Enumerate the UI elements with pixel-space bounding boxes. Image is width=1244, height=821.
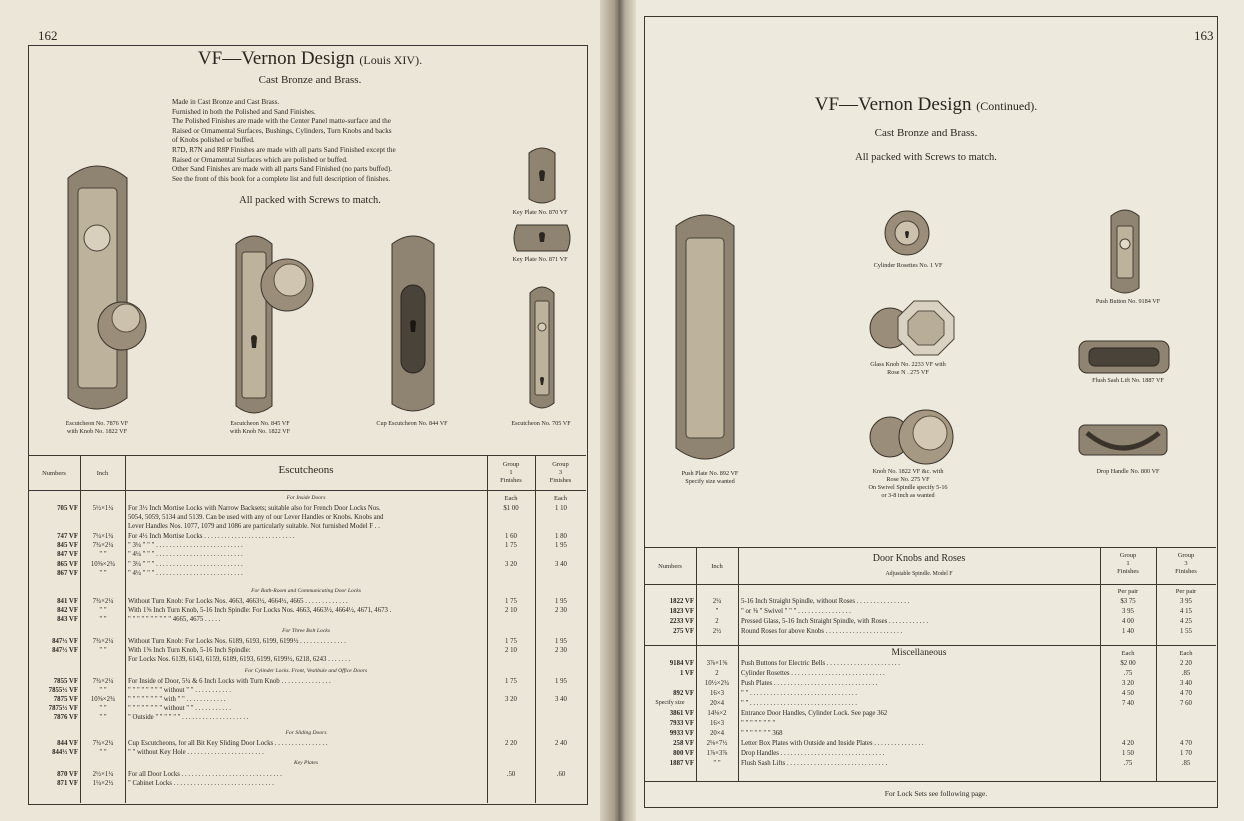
- row-g1: 1 75: [505, 638, 517, 645]
- row-g3: 1 10: [555, 505, 567, 512]
- row-desc: With 1⅝ Inch Turn Knob, 5-16 Inch Spindle:: [128, 647, 251, 654]
- unit-g3: Each: [554, 495, 567, 502]
- caption-key-plate-870: Key Plate No. 870 VF: [512, 209, 568, 216]
- row-num: 1 VF: [679, 670, 694, 677]
- caption-knob-1822: Knob No. 1822 VF &c. with Rose No. 275 VF On Swivel Spindle specify 5-16 or 3-8 inch as wanted: [868, 468, 948, 499]
- caption-cup-escutcheon-844: Cup Escutcheon No. 844 VF: [376, 420, 448, 427]
- row-num: 845 VF: [57, 542, 78, 549]
- row-inch: " ": [99, 714, 107, 721]
- row-desc: " Outside " " " " " " . . . . . . . . . . . . . . . . . . . .: [128, 714, 249, 721]
- row-g3: 1 70: [1180, 750, 1192, 757]
- row-g1: 1 50: [1122, 750, 1134, 757]
- row-num: 9933 VF: [669, 730, 694, 737]
- row-g1: 4 20: [1122, 740, 1134, 747]
- row-g1: 1 40: [1122, 628, 1134, 635]
- row-num: 1823 VF: [669, 608, 694, 615]
- row-desc: For Locks Nos. 6139, 6143, 6159, 6189, 6193, 6199, 6199½, 6218, 6243 . . . . . . .: [128, 656, 351, 663]
- page-subtitle: Cast Bronze and Brass.: [874, 127, 978, 139]
- row-g1: 4 00: [1122, 618, 1134, 625]
- section-bolt: For Three Bolt Locks: [282, 628, 330, 634]
- row-inch: 5½×1¼: [92, 505, 114, 512]
- row-inch: 2½: [712, 628, 722, 635]
- row-inch: " ": [99, 570, 107, 577]
- row-g1: 1 75: [505, 678, 517, 685]
- row-g1: 7 40: [1122, 700, 1134, 707]
- row-num: 2233 VF: [669, 618, 694, 625]
- row-desc: " " " " " " " 368: [741, 730, 783, 737]
- col-description-sub: Adjustable Spindle. Model F: [885, 571, 953, 577]
- table-footer: For Lock Sets see following page.: [884, 789, 988, 798]
- row-inch: 7¾×2¼: [92, 740, 114, 747]
- misc-unit-g1: Each: [1121, 650, 1135, 657]
- row-inch: 16×3: [709, 690, 725, 697]
- row-g3: 1 95: [555, 678, 567, 685]
- row-num: 847½ VF: [52, 647, 78, 654]
- misc-unit-g3: Each: [1179, 650, 1193, 657]
- row-desc: Cup Escutcheons, for all Bit Key Sliding Door Locks . . . . . . . . . . . . . . . .: [128, 740, 328, 747]
- row-desc: Push Plates . . . . . . . . . . . . . . . . . . . . . . . . . . . . . . .: [741, 680, 878, 687]
- section-sliding: For Sliding Doors: [285, 730, 327, 736]
- row-num: 871 VF: [57, 780, 78, 787]
- row-num: 7933 VF: [669, 720, 694, 727]
- row-inch: ": [715, 608, 719, 615]
- col-inch: Inch: [711, 563, 723, 570]
- row-g3: .60: [556, 771, 566, 778]
- row-desc: With 1⅝ Inch Turn Knob, 5-16 Inch Spindle: For Locks Nos. 4663, 4663½, 4664½, 4671, 4673 .: [128, 607, 392, 614]
- row-g1: 1 60: [505, 533, 517, 540]
- row-desc: Push Buttons for Electric Bells . . . . . . . . . . . . . . . . . . . . . .: [741, 660, 900, 667]
- row-desc: " " " " " " " " " " 4665, 4675 . . . . .: [128, 616, 221, 623]
- caption-sash-lift: Flush Sash Lift No. 1887 VF: [1092, 377, 1164, 384]
- row-desc: Without Turn Knob: For Locks Nos. 6189, 6193, 6199, 6199½ . . . . . . . . . . . . . .: [128, 638, 346, 645]
- row-desc: " " . . . . . . . . . . . . . . . . . . . . . . . . . . . . . . . .: [741, 700, 857, 707]
- row-num: 847 VF: [57, 551, 78, 558]
- row-g3: 2 40: [555, 740, 567, 747]
- row-inch: " ": [99, 551, 107, 558]
- col-description: Escutcheons: [278, 464, 334, 476]
- caption-key-plate-871: Key Plate No. 871 VF: [512, 256, 568, 263]
- row-g1: 3 20: [505, 696, 517, 703]
- row-num: 9184 VF: [669, 660, 694, 667]
- row-g1: 1 75: [505, 598, 517, 605]
- row-desc: " Cabinet Locks . . . . . . . . . . . . . . . . . . . . . . . . . . . . . .: [128, 780, 274, 787]
- row-desc: For 3½ Inch Mortise Locks with Narrow Backsets; suitable also for French Door Locks Nos.: [128, 505, 381, 512]
- row-num: 7875 VF: [53, 696, 78, 703]
- col-group1: Group 1 Finishes: [1117, 552, 1139, 575]
- row-g3: 4 15: [1180, 608, 1192, 615]
- knob-1822-illustration: [868, 408, 958, 466]
- row-desc: " or ⅜ " Swivel " " " . . . . . . . . . . . . . . . .: [741, 608, 851, 615]
- caption-push-plate: Push Plate No. 892 VF Specify size wanted: [681, 470, 739, 485]
- row-desc: For 4½ Inch Mortise Locks . . . . . . . . . . . . . . . . . . . . . . . . . . .: [128, 533, 295, 540]
- left-page: [0, 0, 600, 821]
- row-inch: 1⅞×3⅞: [706, 750, 728, 757]
- row-num: 847½ VF: [52, 638, 78, 645]
- col-group3: Group 3 Finishes: [549, 461, 572, 484]
- section-bath: For Bath-Room and Communicating Door Locks: [251, 588, 361, 594]
- row-num: 7876 VF: [53, 714, 78, 721]
- row-num: 844½ VF: [52, 749, 78, 756]
- row-g1: $3 75: [1120, 598, 1136, 605]
- row-g3: 2 30: [555, 607, 567, 614]
- key-plate-871-illustration: [511, 223, 573, 253]
- row-inch: 16×3: [709, 720, 725, 727]
- row-g3: 7 60: [1180, 700, 1192, 707]
- caption-glass-knob: Glass Knob No. 2233 VF with Rose N . 275 VF: [870, 361, 946, 376]
- row-num: 7855 VF: [53, 678, 78, 685]
- unit-g1: Each: [504, 495, 518, 502]
- row-inch: " ": [99, 616, 107, 623]
- col-numbers: Numbers: [42, 470, 66, 477]
- row-g1: 2 20: [505, 740, 517, 747]
- row-g3: 3 40: [555, 696, 567, 703]
- row-inch: 2: [715, 670, 719, 677]
- row-num: 7855½ VF: [48, 687, 78, 694]
- cylinder-rosette-illustration: [883, 207, 931, 259]
- row-inch: 2⅛×7½: [706, 740, 728, 747]
- row-num: 843 VF: [57, 616, 78, 623]
- row-desc: " 3¼ " " " . . . . . . . . . . . . . . . . . . . . . . . . . .: [128, 542, 243, 549]
- row-num: 258 VF: [673, 740, 694, 747]
- row-desc: Pressed Glass, 5-16 Inch Straight Spindle, with Roses . . . . . . . . . . . .: [741, 618, 929, 625]
- row-g3: 4 25: [1180, 618, 1192, 625]
- row-g3: .85: [1181, 670, 1191, 677]
- title-suffix: (Continued).: [976, 99, 1038, 113]
- title-suffix: (Louis XIV).: [359, 53, 423, 67]
- row-g1: 4 50: [1122, 690, 1134, 697]
- row-desc: Drop Handles . . . . . . . . . . . . . . . . . . . . . . . . . . . . . . .: [741, 750, 885, 757]
- row-inch: 20×4: [709, 730, 725, 737]
- row-g3: 1 95: [555, 542, 567, 549]
- packed-note: All packed with Screws to match.: [239, 195, 381, 206]
- cup-escutcheon-844-illustration: [388, 230, 438, 418]
- row-inch: " ": [99, 687, 107, 694]
- row-desc: " 3¼ " " " . . . . . . . . . . . . . . . . . . . . . . . . . .: [128, 561, 243, 568]
- row-inch: " ": [99, 607, 107, 614]
- row-num: 842 VF: [57, 607, 78, 614]
- row-g3: 3 95: [1180, 598, 1192, 605]
- escutcheon-7876-illustration: [60, 158, 135, 418]
- row-num: 1887 VF: [669, 760, 694, 767]
- row-num: 1822 VF: [669, 598, 694, 605]
- section-cylinder: For Cylinder Locks. Front, Vestibule and Office Doors: [244, 668, 368, 674]
- row-g3: .85: [1181, 760, 1191, 767]
- row-num: 870 VF: [57, 771, 78, 778]
- page-title: [756, 94, 1096, 116]
- row-g1: .75: [1123, 670, 1133, 677]
- col-inch: Inch: [96, 470, 109, 477]
- book-gutter: [600, 0, 636, 821]
- row-inch: 3⅞×1⅝: [706, 660, 728, 667]
- specify-size-label: Specify size: [655, 700, 685, 706]
- row-num: 865 VF: [57, 561, 78, 568]
- page-number: 163: [1194, 28, 1214, 43]
- row-desc: Entrance Door Handles, Cylinder Lock. See page 362: [741, 710, 888, 717]
- glass-knob-2233-illustration: [868, 297, 958, 359]
- unit-g1: Per pair: [1117, 588, 1139, 595]
- row-g3: 3 40: [555, 561, 567, 568]
- row-desc: " 4¼ " " " . . . . . . . . . . . . . . . . . . . . . . . . . .: [128, 551, 243, 558]
- caption-escutcheon-705: Escutcheon No. 705 VF: [511, 420, 571, 427]
- row-inch: " ": [99, 705, 107, 712]
- row-inch: 7¾×2¼: [92, 598, 114, 605]
- row-desc: " " " " " " " " without " " . . . . . . . . . . .: [128, 687, 231, 694]
- caption-push-button: Push Button No. 9184 VF: [1095, 298, 1161, 305]
- row-num: 892 VF: [673, 690, 694, 697]
- caption-escutcheon-845: Escutcheon No. 845 VF with Knob No. 1822 VF: [229, 420, 291, 435]
- page-subtitle: Cast Bronze and Brass.: [258, 74, 362, 86]
- row-inch: " ": [713, 760, 721, 767]
- row-g1: 2 10: [505, 647, 517, 654]
- row-inch: 1¼×2½: [92, 780, 114, 787]
- row-desc: Flush Sash Lifts . . . . . . . . . . . . . . . . . . . . . . . . . . . . . .: [741, 760, 888, 767]
- row-inch: 20×4: [709, 700, 725, 707]
- row-desc: For all Door Locks . . . . . . . . . . . . . . . . . . . . . . . . . . . . . .: [128, 771, 282, 778]
- row-num: 844 VF: [57, 740, 78, 747]
- row-inch: " ": [99, 647, 107, 654]
- row-g1: .75: [1123, 760, 1133, 767]
- row-inch: 2½×1¼: [92, 771, 114, 778]
- page-number: 162: [38, 28, 58, 43]
- row-inch: 10½×2¾: [704, 680, 730, 687]
- row-desc: Cylinder Rosettes . . . . . . . . . . . . . . . . . . . . . . . . . . . .: [741, 670, 885, 677]
- row-desc: " " " " " " " " with " " . . . . . . . . . . . .: [128, 696, 226, 703]
- col-numbers: Numbers: [658, 563, 682, 570]
- row-inch: 10⅝×2¾: [90, 561, 116, 568]
- row-num: 705 VF: [57, 505, 78, 512]
- col-description: Door Knobs and Roses: [872, 553, 966, 564]
- row-num: 7875½ VF: [48, 705, 78, 712]
- packed-note: All packed with Screws to match.: [855, 152, 997, 163]
- page-title: [100, 48, 520, 70]
- row-g1: .50: [506, 771, 516, 778]
- row-num: 747 VF: [57, 533, 78, 540]
- unit-g3: Per pair: [1175, 588, 1197, 595]
- escutcheon-705-illustration: [528, 283, 556, 413]
- row-g3: 1 55: [1180, 628, 1192, 635]
- flush-sash-lift-illustration: [1077, 339, 1171, 375]
- caption-cylinder-rosette: Cylinder Rosettes No. 1 VF: [873, 262, 943, 269]
- row-g1: $1 00: [503, 505, 519, 512]
- row-desc: Round Roses for above Knobs . . . . . . . . . . . . . . . . . . . . . . .: [741, 628, 903, 635]
- title-text: VF—Vernon Design: [197, 48, 355, 69]
- row-num: 867 VF: [57, 570, 78, 577]
- section-key: Key Plates: [293, 760, 319, 766]
- escutcheon-845-illustration: [232, 230, 317, 420]
- row-desc: " " " " " " " " without " " . . . . . . . . . . .: [128, 705, 231, 712]
- row-desc: 5-16 Inch Straight Spindle, without Roses . . . . . . . . . . . . . . . .: [741, 598, 910, 605]
- row-inch: 14⅛×2: [707, 710, 727, 717]
- caption-drop-handle: Drop Handle No. 800 VF: [1096, 468, 1160, 475]
- row-g3: 1 95: [555, 598, 567, 605]
- finish-notes: Made in Cast Bronze and Cast Brass. Furnished in both the Polished and Sand Finishes. The Polished Finishes are made with the Center Panel matte-surface and the Raised or Ornamental Surfaces, Bushings, Cylinders, Turn Knobs and backs of Knobs polished or buffed. R7D, R7N and R8P Finishes are made with all parts Sand Finished except the Raised or Ornamental Surfaces which are polished or buffed. Other Sand Finishes are made with all parts Sand Finished (no parts buffed). See the front of this book for a complete list and full description of finishes.: [172, 98, 396, 183]
- row-g3: 3 40: [1180, 680, 1192, 687]
- section-inside: For Inside Doors: [286, 495, 326, 501]
- row-desc: Lever Handles Nos. 1077, 1079 and 1086 are particularly suitable. Not furnished Model F . .: [128, 523, 380, 530]
- row-inch: 7¼×1¾: [92, 533, 114, 540]
- row-desc: 5054, 5059, 5134 and 5139. Can be used with any of our Lever Handles or Knobs. Knobs and: [128, 514, 384, 521]
- caption-escutcheon-7876: Escutcheon No. 7876 VF with Knob No. 1822 VF: [65, 420, 129, 435]
- row-g3: 2 30: [555, 647, 567, 654]
- col-group3: Group 3 Finishes: [1175, 552, 1197, 575]
- row-g1: 3 20: [1122, 680, 1134, 687]
- row-num: 275 VF: [673, 628, 694, 635]
- row-num: 800 VF: [673, 750, 694, 757]
- row-num: 3861 VF: [669, 710, 694, 717]
- row-inch: 7¾×2¼: [92, 638, 114, 645]
- row-g3: 4 70: [1180, 690, 1192, 697]
- row-g1: 2 10: [505, 607, 517, 614]
- row-num: 841 VF: [57, 598, 78, 605]
- right-page: [636, 0, 1244, 821]
- row-inch: 7¾×2¼: [92, 542, 114, 549]
- row-desc: " " . . . . . . . . . . . . . . . . . . . . . . . . . . . . . . . .: [741, 690, 857, 697]
- row-g3: 1 95: [555, 638, 567, 645]
- row-desc: For Inside of Door, 5¼ & 6 Inch Locks with Turn Knob . . . . . . . . . . . . . . .: [128, 678, 331, 685]
- row-g1: 3 20: [505, 561, 517, 568]
- row-inch: 10⅝×2¾: [90, 696, 116, 703]
- row-g1: 3 95: [1122, 608, 1134, 615]
- row-inch: " ": [99, 749, 107, 756]
- row-inch: 2: [715, 618, 719, 625]
- row-g3: 2 20: [1180, 660, 1192, 667]
- title-text: VF—Vernon Design: [814, 94, 972, 115]
- drop-handle-800-illustration: [1075, 419, 1171, 461]
- row-g1: 1 75: [505, 542, 517, 549]
- col-group1: Group 1 Finishes: [500, 461, 522, 484]
- row-desc: Letter Box Plates with Outside and Inside Plates . . . . . . . . . . . . . . .: [741, 740, 924, 747]
- row-inch: 7¾×2¼: [92, 678, 114, 685]
- row-g1: $2 00: [1120, 660, 1136, 667]
- misc-title: Miscellaneous: [891, 648, 947, 658]
- row-desc: " " without Key Hole . . . . . . . . . . . . . . . . . . . . . . .: [128, 749, 264, 756]
- row-inch: 2¼: [712, 598, 722, 605]
- row-desc: Without Turn Knob: For Locks Nos. 4663, 4663½, 4664½, 4665 . . . . . . . . . . . . .: [128, 598, 348, 605]
- row-g3: 1 80: [555, 533, 567, 540]
- push-plate-892-illustration: [670, 208, 740, 468]
- row-desc: " 4¼ " " " . . . . . . . . . . . . . . . . . . . . . . . . . .: [128, 570, 243, 577]
- push-button-9184-illustration: [1108, 206, 1142, 298]
- key-plate-870-illustration: [527, 145, 557, 207]
- row-desc: " " " " " " " ": [741, 720, 776, 727]
- row-g3: 4 70: [1180, 740, 1192, 747]
